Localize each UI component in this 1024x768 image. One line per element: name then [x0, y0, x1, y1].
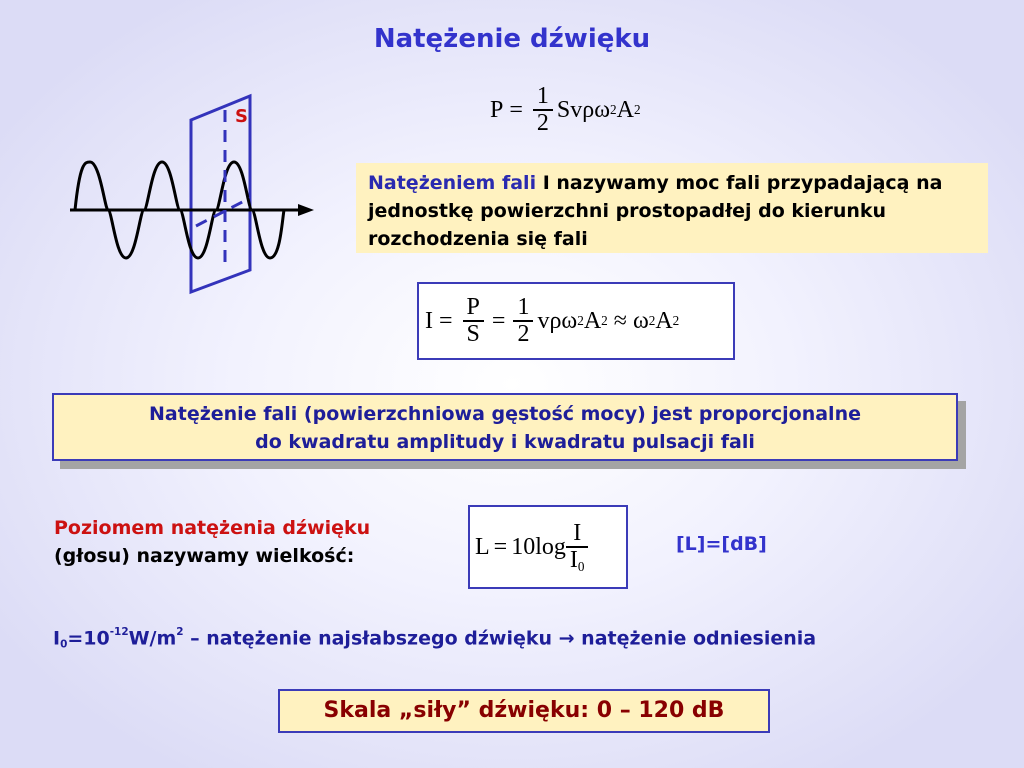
fraction-denominator: S	[463, 320, 484, 347]
exponent: 2	[176, 626, 184, 638]
reference-intensity-symbol: I	[569, 546, 578, 573]
amplitude-symbol: A	[583, 307, 602, 334]
proportionality-line-2: do kwadratu amplitudy i kwadratu pulsacji fali	[255, 431, 755, 453]
intensity-eq1: =	[439, 307, 453, 334]
omega-symbol: ω	[632, 307, 649, 334]
level-fraction	[566, 521, 589, 574]
fraction-numerator: P	[466, 293, 480, 320]
subscript: 0	[60, 638, 68, 651]
loudness-scale-box: Skala „siły” dźwięku: 0 – 120 dB	[278, 689, 770, 733]
amplitude-symbol: A	[655, 307, 673, 334]
formula-power-fraction	[533, 84, 553, 136]
fraction-denominator	[566, 546, 589, 574]
arrow-icon: →	[558, 627, 575, 650]
page-title: Natężenie dźwięku	[373, 24, 651, 54]
intensity-fraction-half	[513, 295, 533, 347]
formula-level-box	[468, 505, 628, 589]
formula-power-eq: =	[509, 96, 523, 123]
fraction-numerator: I	[573, 519, 582, 546]
level-definition	[54, 514, 370, 570]
definition-term: Natężeniem fali	[368, 172, 537, 194]
definition-box	[356, 163, 988, 253]
plane-dashed-diagonal	[196, 198, 250, 226]
intensity-fraction-ps	[463, 295, 484, 347]
ref-unit: W/m	[128, 627, 177, 650]
wave-diagram	[60, 92, 330, 302]
fraction-numerator: 1	[517, 293, 530, 320]
intensity-rest: vρω	[537, 307, 578, 334]
exponent: 2	[577, 313, 584, 328]
exponent: 2	[601, 313, 608, 328]
fraction-denominator: 2	[513, 320, 533, 347]
level-definition-term: Poziomem natężenia dźwięku	[54, 517, 371, 539]
level-lhs: L	[475, 533, 490, 560]
exponent: 2	[648, 313, 656, 328]
formula-intensity-box	[417, 282, 735, 360]
formula-power	[490, 84, 641, 136]
proportionality-line-1: Natężenie fali (powierzchniowa gęstość mocy) jest proporcjonalne	[149, 403, 861, 425]
formula-power-lhs: P	[490, 96, 504, 123]
intensity-eq2: =	[491, 307, 506, 334]
level-eq: =	[493, 533, 508, 560]
approx-symbol: ≈	[613, 307, 627, 334]
intensity-lhs: I	[425, 307, 433, 334]
reference-intensity-note	[53, 618, 953, 659]
ref-eq: =10	[67, 627, 110, 650]
definition-text: I nazywamy moc fali przypadającą na jednostkę powierzchni prostopadłej do kierunku rozchodzenia się fali	[368, 172, 943, 250]
exponent: 2	[610, 102, 617, 118]
ref-symbol: I	[53, 627, 61, 650]
fraction-numerator: 1	[536, 83, 549, 109]
exponent: -12	[109, 626, 129, 638]
sine-wave	[75, 162, 284, 258]
level-unit: [L]=[dB]	[676, 533, 767, 555]
subscript: 0	[577, 558, 585, 574]
surface-label: S	[235, 106, 248, 127]
level-definition-text: (głosu) nazywamy wielkość:	[54, 545, 355, 567]
ref-tail: natężenie odniesienia	[574, 627, 817, 650]
exponent: 2	[672, 313, 680, 328]
amplitude-symbol: A	[616, 96, 634, 123]
axis-arrowhead	[298, 204, 314, 216]
formula-power-rest: Svρω	[556, 96, 611, 123]
ref-description: – natężenie najsłabszego dźwięku	[183, 627, 559, 650]
exponent: 2	[633, 102, 641, 118]
fraction-denominator: 2	[533, 109, 553, 136]
level-coefficient: 10log	[511, 533, 566, 560]
proportionality-note-box	[52, 393, 958, 461]
